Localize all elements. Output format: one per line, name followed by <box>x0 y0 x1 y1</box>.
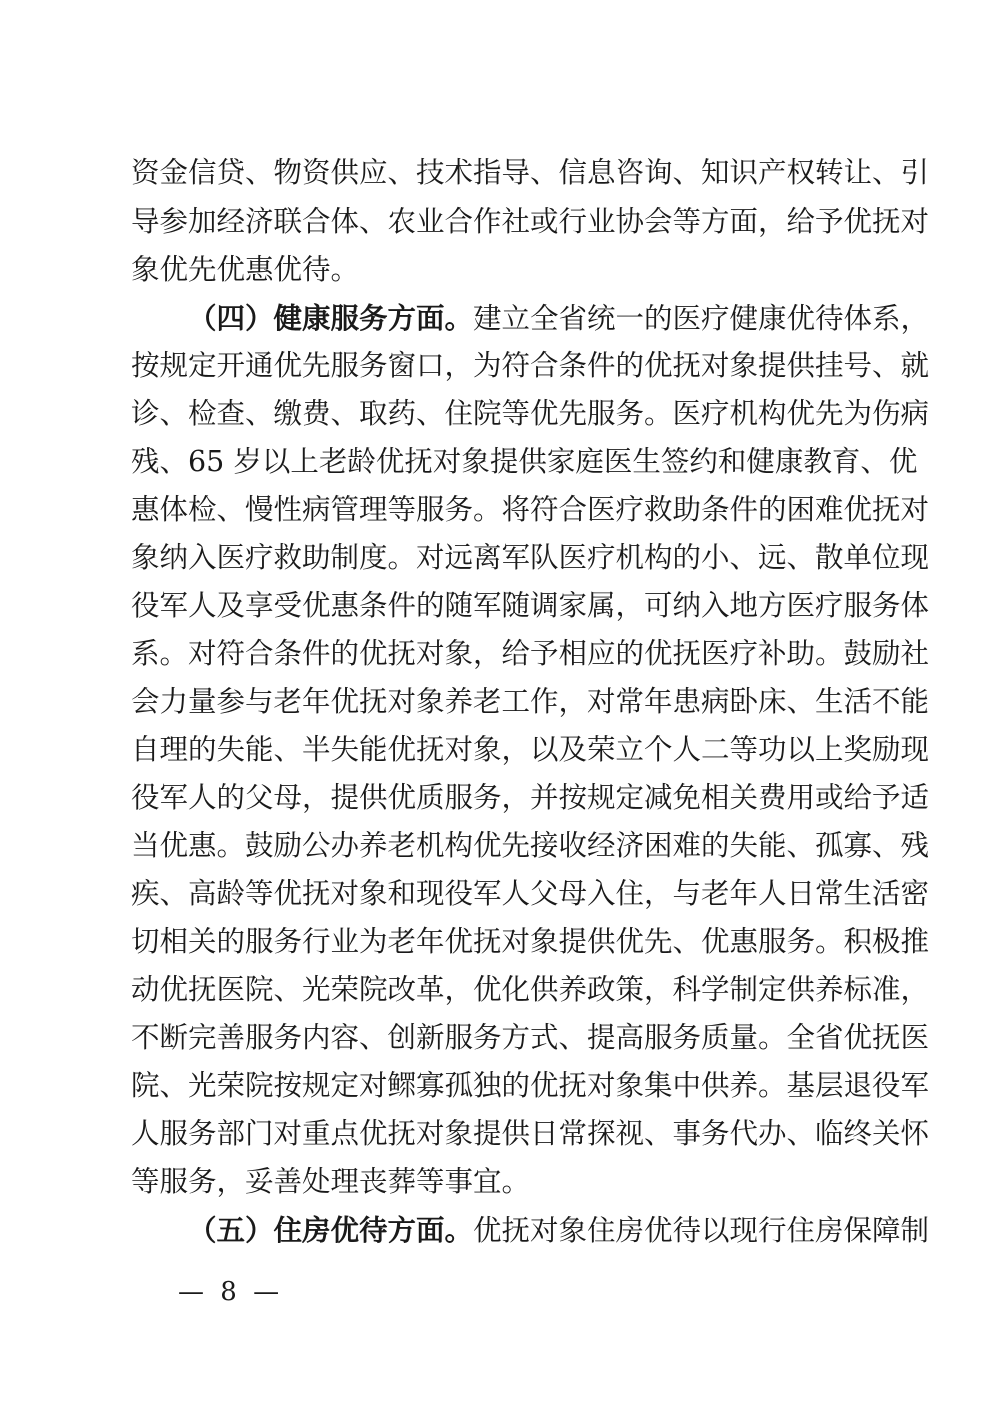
section-heading-housing: （五）住房优待方面。 <box>188 1213 474 1247</box>
line-text: 优抚对象住房优待以现行住房保障制 <box>473 1214 930 1247</box>
line-text: 役军人及享受优惠条件的随军随调家属，可纳入地方医疗服务体 <box>131 589 930 622</box>
text-line-11 <box>131 636 930 672</box>
text-line-19 <box>131 1020 930 1056</box>
page-number: — 8 — <box>178 1277 284 1307</box>
text-line-22 <box>131 1164 871 1200</box>
line-text: 不断完善服务内容、创新服务方式、提高服务质量。全省优抚医 <box>131 1021 930 1054</box>
text-line-18 <box>131 972 930 1008</box>
text-line-15 <box>131 828 930 864</box>
line-text: 当优惠。鼓励公办养老机构优先接收经济困难的失能、孤寡、残 <box>131 829 930 862</box>
line-text: 自理的失能、半失能优抚对象，以及荣立个人二等功以上奖励现 <box>131 733 930 766</box>
line-text: 象优先优惠优待。 <box>131 253 360 286</box>
text-line-9 <box>131 540 930 576</box>
text-line-10 <box>131 588 930 624</box>
line-text: 动优抚医院、光荣院改革，优化供养政策，科学制定供养标准， <box>131 973 930 1006</box>
line-text: 疾、高龄等优抚对象和现役军人父母入住，与老年人日常生活密 <box>131 877 930 910</box>
text-line-16 <box>131 876 930 912</box>
text-line-8 <box>131 492 930 528</box>
section-heading-line-4 <box>188 300 930 336</box>
line-text: 象纳入医疗救助制度。对远离军队医疗机构的小、远、散单位现 <box>131 541 930 574</box>
section-heading-health: （四）健康服务方面。 <box>188 301 474 335</box>
text-line-3 <box>131 252 871 288</box>
text-line-17 <box>131 924 930 960</box>
text-line-13 <box>131 732 930 768</box>
line-text: 等服务，妥善处理丧葬等事宜。 <box>131 1165 531 1198</box>
line-text: 系。对符合条件的优抚对象，给予相应的优抚医疗补助。鼓励社 <box>131 637 930 670</box>
text-line-7 <box>131 444 918 480</box>
text-line-5 <box>131 348 930 384</box>
text-line-14 <box>131 780 930 816</box>
text-line-12 <box>131 684 930 720</box>
line-text: 会力量参与老年优抚对象养老工作，对常年患病卧床、生活不能 <box>131 685 930 718</box>
text-line-6 <box>131 396 930 432</box>
line-text: 人服务部门对重点优抚对象提供日常探视、事务代办、临终关怀 <box>131 1117 930 1150</box>
text-line-20 <box>131 1068 930 1104</box>
line-text: 惠体检、慢性病管理等服务。将符合医疗救助条件的困难优抚对 <box>131 493 930 526</box>
line-text: 残、65 岁以上老龄优抚对象提供家庭医生签约和健康教育、优 <box>131 445 918 478</box>
line-text: 院、光荣院按规定对鳏寡孤独的优抚对象集中供养。基层退役军 <box>131 1069 930 1102</box>
line-text: 按规定开通优先服务窗口，为符合条件的优抚对象提供挂号、就 <box>131 349 930 382</box>
line-text: 资金信贷、物资供应、技术指导、信息咨询、知识产权转让、引 <box>131 156 930 189</box>
line-text: 诊、检查、缴费、取药、住院等优先服务。医疗机构优先为伤病 <box>131 397 930 430</box>
text-line-1 <box>131 155 930 191</box>
text-line-2 <box>131 204 930 240</box>
section-heading-line-23 <box>188 1212 930 1248</box>
line-text: 切相关的服务行业为老年优抚对象提供优先、优惠服务。积极推 <box>131 925 930 958</box>
line-text: 役军人的父母，提供优质服务，并按规定减免相关费用或给予适 <box>131 781 930 814</box>
text-line-21 <box>131 1116 930 1152</box>
line-text: 导参加经济联合体、农业合作社或行业协会等方面，给予优抚对 <box>131 205 930 238</box>
line-text: 建立全省统一的医疗健康优待体系， <box>473 302 930 335</box>
